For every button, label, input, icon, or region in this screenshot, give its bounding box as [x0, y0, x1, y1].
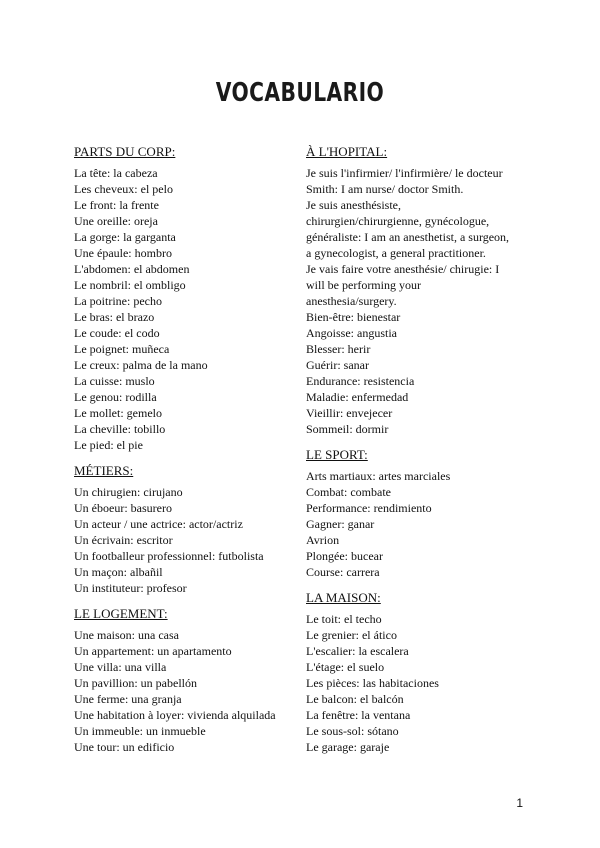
- section-le-sport: [306, 447, 536, 580]
- vocab-item: L'étage: el suelo: [306, 660, 385, 674]
- vocab-item: Les pièces: las habitaciones: [306, 676, 439, 690]
- left-column: [74, 144, 294, 765]
- vocab-item: Une épaule: hombro: [74, 246, 172, 260]
- vocab-item: Le toit: el techo: [306, 612, 382, 626]
- vocab-item: Le creux: palma de la mano: [74, 358, 208, 372]
- vocab-item: Un instituteur: profesor: [74, 581, 187, 595]
- section-metiers: [74, 463, 294, 596]
- section-parts-du-corp: [74, 144, 294, 453]
- vocab-item: La gorge: la garganta: [74, 230, 176, 244]
- vocab-item: Le nombril: el ombligo: [74, 278, 186, 292]
- vocab-item: La cuisse: muslo: [74, 374, 155, 388]
- vocab-item: Angoisse: angustia: [306, 326, 397, 340]
- vocab-item: Un appartement: un apartamento: [74, 644, 232, 658]
- right-column: [306, 144, 536, 765]
- vocab-item: Gagner: ganar: [306, 517, 375, 531]
- vocab-item: a gynecologist, a general practitioner.: [306, 246, 486, 260]
- section-heading: À L'HOPITAL:: [306, 144, 388, 159]
- vocab-item: Une maison: una casa: [74, 628, 179, 642]
- vocab-item: Je suis l'infirmier/ l'infirmière/ le docteur: [306, 166, 503, 180]
- section-heading: LE LOGEMENT:: [74, 606, 168, 621]
- vocab-item: Smith: I am nurse/ doctor Smith.: [306, 182, 464, 196]
- vocab-item: Le coude: el codo: [74, 326, 160, 340]
- vocab-item: Un pavillion: un pabellón: [74, 676, 197, 690]
- vocab-item: Le poignet: muñeca: [74, 342, 170, 356]
- vocab-item: Avrion: [306, 533, 340, 547]
- vocab-item: anesthesia/surgery.: [306, 294, 397, 308]
- vocab-item: Le balcon: el balcón: [306, 692, 404, 706]
- vocab-item: Un éboeur: basurero: [74, 501, 172, 515]
- vocab-item: Une tour: un edificio: [74, 740, 175, 754]
- vocab-item: Je suis anesthésiste,: [306, 198, 401, 212]
- vocab-item: L'escalier: la escalera: [306, 644, 409, 658]
- vocab-item: Un immeuble: un inmueble: [74, 724, 206, 738]
- vocab-item: La poitrine: pecho: [74, 294, 162, 308]
- vocab-item: Course: carrera: [306, 565, 380, 579]
- section-heading: MÉTIERS:: [74, 463, 134, 478]
- section-heading: PARTS DU CORP:: [74, 144, 176, 159]
- section-la-maison: [306, 590, 536, 755]
- vocab-item: Une ferme: una granja: [74, 692, 182, 706]
- vocab-item: Les cheveux: el pelo: [74, 182, 173, 196]
- vocab-item: Un footballeur professionnel: futbolista: [74, 549, 264, 563]
- vocab-item: Combat: combate: [306, 485, 391, 499]
- vocab-item: L'abdomen: el abdomen: [74, 262, 190, 276]
- vocab-item: Arts martiaux: artes marciales: [306, 469, 451, 483]
- vocab-item: La tête: la cabeza: [74, 166, 158, 180]
- vocab-item: Performance: rendimiento: [306, 501, 432, 515]
- vocab-item: Le mollet: gemelo: [74, 406, 162, 420]
- vocab-item: Guérir: sanar: [306, 358, 369, 372]
- vocab-item: Bien-être: bienestar: [306, 310, 401, 324]
- vocab-item: Le front: la frente: [74, 198, 159, 212]
- vocab-item: Vieillir: envejecer: [306, 406, 393, 420]
- vocab-item: Un écrivain: escritor: [74, 533, 173, 547]
- vocab-item: Plongée: bucear: [306, 549, 383, 563]
- vocab-item: Une oreille: oreja: [74, 214, 158, 228]
- vocab-item: généraliste: I am an anesthetist, a surgeon,: [306, 230, 510, 244]
- vocab-item: Le pied: el pie: [74, 438, 143, 452]
- vocab-item: Blesser: herir: [306, 342, 371, 356]
- section-le-logement: [74, 606, 294, 755]
- section-heading: LA MAISON:: [306, 590, 381, 605]
- vocab-item: Un acteur / une actrice: actor/actriz: [74, 517, 243, 531]
- vocab-item: Une habitation à loyer: vivienda alquilada: [74, 708, 276, 722]
- vocab-item: Sommeil: dormir: [306, 422, 389, 436]
- vocab-item: Je vais faire votre anesthésie/ chirugie: I: [306, 262, 500, 276]
- section-a-l-hopital: [306, 144, 536, 437]
- section-heading: LE SPORT:: [306, 447, 368, 462]
- vocab-item: Maladie: enfermedad: [306, 390, 409, 404]
- vocab-item: Endurance: resistencia: [306, 374, 415, 388]
- vocab-item: Un maçon: albañil: [74, 565, 163, 579]
- vocab-item: Le grenier: el ático: [306, 628, 397, 642]
- vocab-item: Le sous-sol: sótano: [306, 724, 399, 738]
- vocab-item: Le bras: el brazo: [74, 310, 155, 324]
- vocab-item: Le genou: rodilla: [74, 390, 157, 404]
- vocab-item: Un chirugien: cirujano: [74, 485, 183, 499]
- page-title: VOCABULARIO: [215, 78, 385, 108]
- page-number: 1: [516, 796, 523, 810]
- vocab-item: chirurgien/chirurgienne, gynécologue,: [306, 214, 490, 228]
- vocab-item: La cheville: tobillo: [74, 422, 166, 436]
- vocab-item: La fenêtre: la ventana: [306, 708, 411, 722]
- vocab-item: will be performing your: [306, 278, 421, 292]
- vocab-item: Le garage: garaje: [306, 740, 390, 754]
- vocab-item: Une villa: una villa: [74, 660, 167, 674]
